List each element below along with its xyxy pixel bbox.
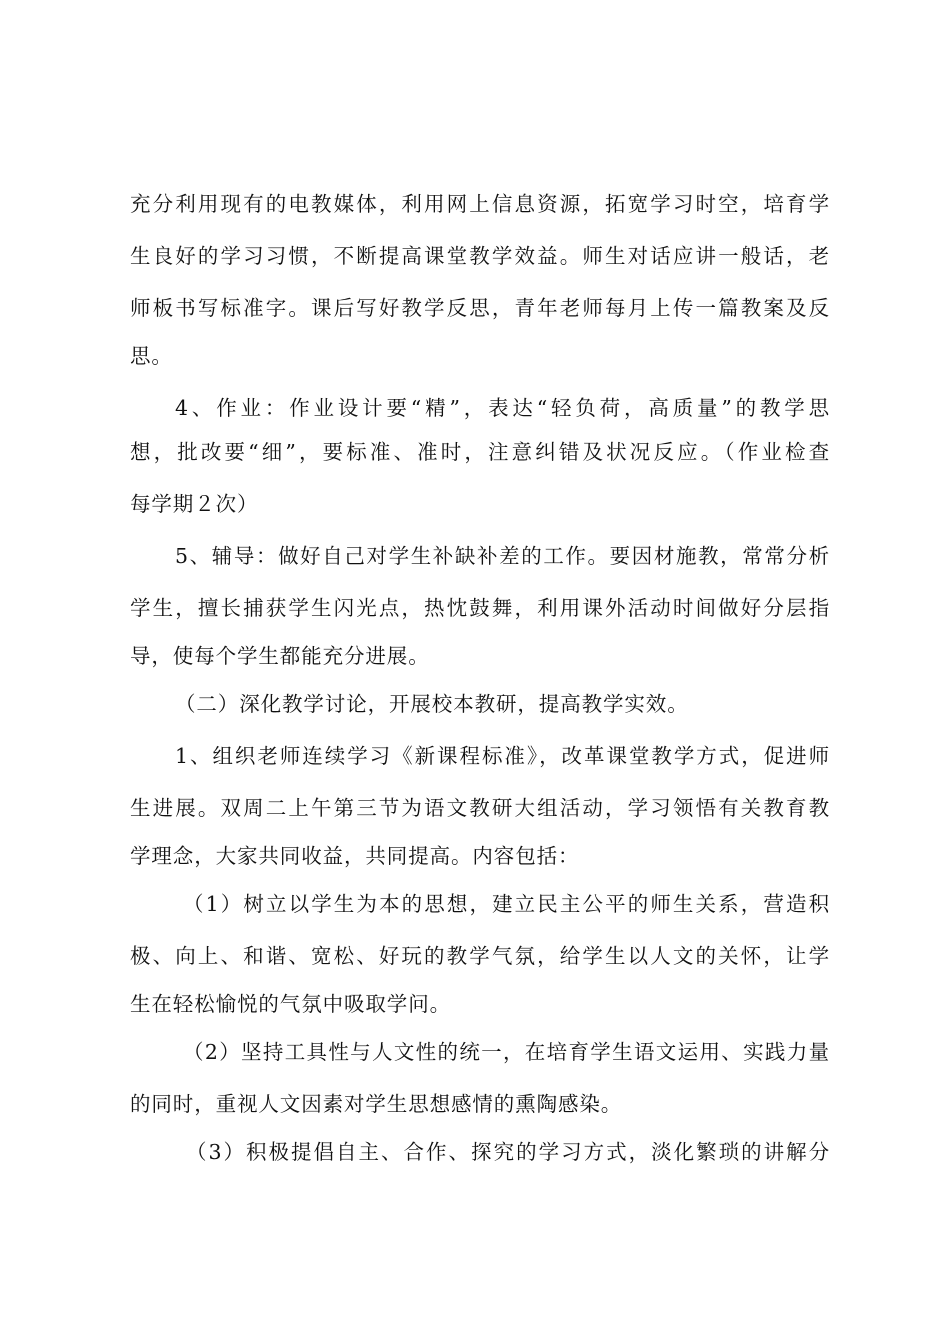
text-line: 生在轻松愉悦的气氛中吸取学问。 [130,992,451,1016]
text-line: 1、组织老师连续学习《新课程标准》，改革课堂教学方式，促进师 [175,744,830,768]
section-heading: （二）深化教学讨论，开展校本教研，提高教学实效。 [175,692,689,716]
text-line: 学理念，大家共同收益，共同提高。内容包括： [130,844,580,868]
text-line: 每学期２次） [130,492,259,516]
text-line: 充分利用现有的电教媒体，利用网上信息资源，拓宽学习时空，培育学 [130,192,830,216]
text-line: 生良好的学习习惯，不断提高课堂教学效益。师生对话应讲一般话，老 [130,244,830,268]
text-line: 4、作业：作业设计要“精”，表达“轻负荷，高质量”的教学思 [175,396,830,420]
text-line: 导，使每个学生都能充分进展。 [130,644,430,668]
text-line: （1）树立以学生为本的思想，建立民主公平的师生关系，营造积 [183,892,830,916]
text-line: 思。 [130,344,173,368]
text-line: 极、向上、和谐、宽松、好玩的教学气氛，给学生以人文的关怀，让学 [130,944,830,968]
text-line: 学生，擅长捕获学生闪光点，热忱鼓舞，利用课外活动时间做好分层指 [130,596,830,620]
text-line: 的同时，重视人文因素对学生思想感情的熏陶感染。 [130,1092,623,1116]
text-line: 想，批改要“细”，要标准、准时，注意纠错及状况反应。（作业检查 [130,440,830,464]
text-line: 师板书写标准字。课后写好教学反思，青年老师每月上传一篇教案及反 [130,296,830,320]
text-line: （3）积极提倡自主、合作、探究的学习方式，淡化繁琐的讲解分 [186,1140,830,1164]
text-line: 5、辅导：做好自己对学生补缺补差的工作。要因材施教，常常分析 [175,544,830,568]
text-line: 生进展。双周二上午第三节为语文教研大组活动，学习领悟有关教育教 [130,796,830,820]
text-line: （2）坚持工具性与人文性的统一，在培育学生语文运用、实践力量 [183,1040,830,1064]
